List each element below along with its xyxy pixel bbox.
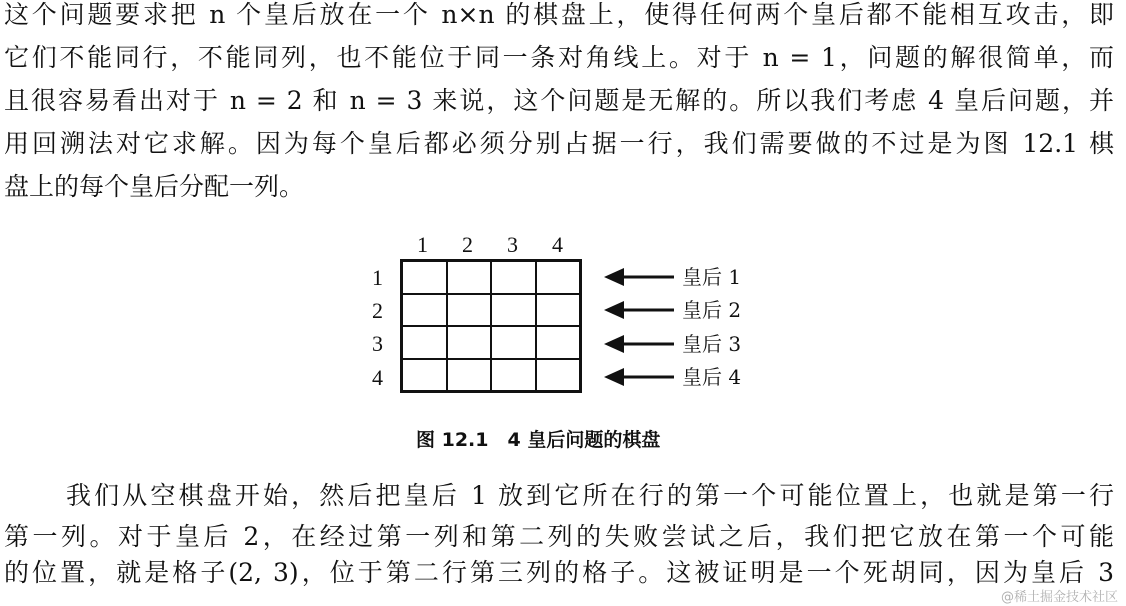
arrow-left-icon bbox=[604, 300, 674, 320]
text-line: 我们从空棋盘开始，然后把皇后 1 放到它所在行的第一个可能位置上，也就是第一行 bbox=[66, 481, 1114, 510]
column-label: 4 bbox=[552, 232, 563, 257]
board-cell bbox=[447, 261, 492, 294]
board-cell bbox=[491, 261, 536, 294]
row-label: 1 bbox=[372, 265, 383, 290]
board-cell bbox=[402, 261, 447, 294]
queen-label: 皇后 3 bbox=[682, 332, 742, 356]
queen-label: 皇后 2 bbox=[682, 298, 742, 322]
queen-label: 皇后 4 bbox=[682, 365, 742, 389]
row-label: 2 bbox=[372, 298, 383, 323]
column-label: 3 bbox=[507, 232, 518, 257]
board-cell bbox=[491, 294, 536, 327]
text-line: 第一列。对于皇后 2，在经过第一列和第二列的失败尝试之后，我们把它放在第一个可能 bbox=[4, 522, 1114, 551]
row-label: 3 bbox=[372, 331, 383, 356]
text-line: 的位置，就是格子(2, 3)，位于第二行第三列的格子。这被证明是一个死胡同，因为皇后 3 bbox=[4, 558, 1114, 587]
arrow-left-icon bbox=[604, 267, 674, 287]
board-cell bbox=[447, 326, 492, 359]
chessboard-grid bbox=[400, 259, 582, 393]
board-cell bbox=[536, 261, 581, 294]
board-cell bbox=[402, 326, 447, 359]
arrow-left-icon bbox=[604, 367, 674, 387]
board-cell bbox=[402, 359, 447, 392]
text-line: 盘上的每个皇后分配一列。 bbox=[4, 172, 305, 201]
board-cell bbox=[536, 359, 581, 392]
text-line: 且很容易看出对于 n = 2 和 n = 3 来说，这个问题是无解的。所以我们考虑 4 皇后问题，并 bbox=[4, 86, 1114, 115]
column-label: 1 bbox=[417, 232, 428, 257]
queen-label: 皇后 1 bbox=[682, 265, 742, 289]
figure-caption: 图 12.1 4 皇后问题的棋盘 bbox=[416, 429, 661, 451]
text-line: 用回溯法对它求解。因为每个皇后都必须分别占据一行，我们需要做的不过是为图 12.1 棋 bbox=[4, 129, 1114, 158]
board-cell bbox=[536, 326, 581, 359]
board-cell bbox=[402, 294, 447, 327]
text-line: 这个问题要求把 n 个皇后放在一个 n×n 的棋盘上，使得任何两个皇后都不能相互攻击，即 bbox=[4, 0, 1114, 29]
board-cell bbox=[491, 326, 536, 359]
board-cell bbox=[447, 359, 492, 392]
board-cell bbox=[536, 294, 581, 327]
board-cell bbox=[447, 294, 492, 327]
column-label: 2 bbox=[462, 232, 473, 257]
watermark: @稀土掘金技术社区 bbox=[1000, 590, 1118, 605]
board-cell bbox=[491, 359, 536, 392]
text-line: 它们不能同行，不能同列，也不能位于同一条对角线上。对于 n = 1，问题的解很简单，而 bbox=[4, 43, 1114, 72]
row-label: 4 bbox=[372, 365, 383, 390]
arrow-left-icon bbox=[604, 334, 674, 354]
